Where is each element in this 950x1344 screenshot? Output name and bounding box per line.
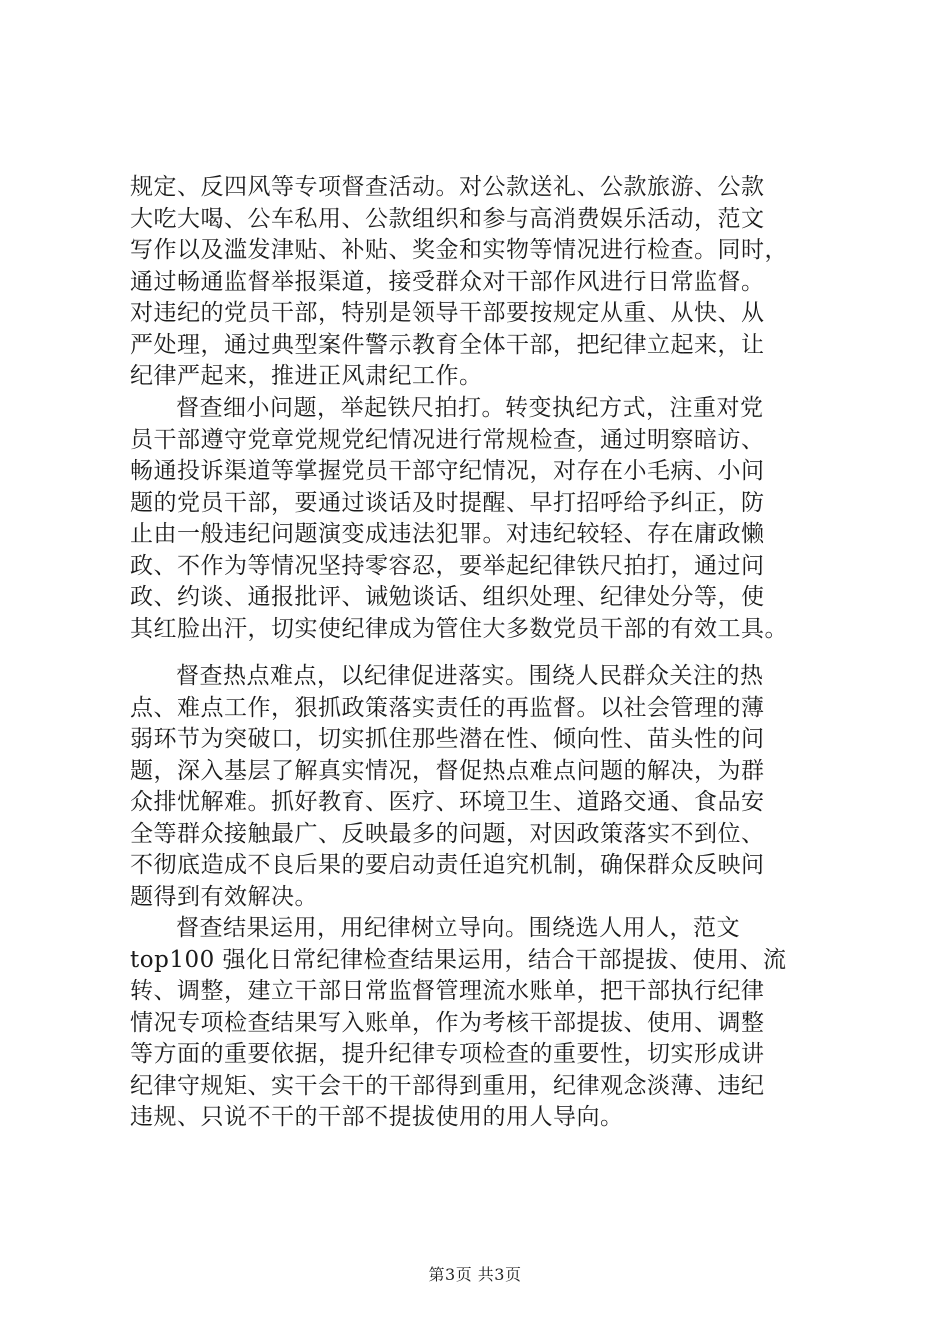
paragraph-line: 畅通投诉渠道等掌握党员干部守纪情况，对存在小毛病、小问 — [130, 458, 765, 484]
paragraph-line: 规定、反四风等专项督查活动。对公款送礼、公款旅游、公款 — [130, 174, 765, 200]
paragraph-line: 政、约谈、通报批评、诫勉谈话、组织处理、纪律处分等，使 — [130, 584, 765, 610]
paragraph-line: 政、不作为等情况坚持零容忍，要举起纪律铁尺拍打，通过问 — [130, 552, 765, 579]
paragraph-line: 对违纪的党员干部，特别是领导干部要按规定从重、从快、从 — [130, 300, 765, 326]
paragraph-line: 点、难点工作，狠抓政策落实责任的再监督。以社会管理的薄 — [130, 694, 765, 721]
paragraph-line: 督查热点难点，以纪律促进落实。围绕人民群众关注的热 — [176, 663, 764, 689]
paragraph-line: 督查细小问题，举起铁尺拍打。转变执纪方式，注重对党 — [176, 395, 764, 421]
paragraph-line: top100 强化日常纪律检查结果运用，结合干部提拔、使用、流 — [130, 946, 787, 973]
paragraph-line: 不彻底造成不良后果的要启动责任追究机制，确保群众反映问 — [130, 852, 765, 878]
paragraph-line: 督查结果运用，用纪律树立导向。围绕选人用人，范文 — [176, 915, 740, 941]
paragraph-line: 等方面的重要依据，提升纪律专项检查的重要性，切实形成讲 — [130, 1041, 765, 1067]
paragraph-line: 纪律严起来，推进正风肃纪工作。 — [130, 363, 483, 389]
paragraph-line: 转、调整，建立干部日常监督管理流水账单，把干部执行纪律 — [130, 978, 765, 1004]
paragraph-line: 通过畅通监督举报渠道，接受群众对干部作风进行日常监督。 — [130, 268, 765, 295]
paragraph-line: 题得到有效解决。 — [130, 883, 318, 910]
paragraph-line: 题的党员干部，要通过谈话及时提醒、早打招呼给予纠正，防 — [130, 489, 765, 516]
paragraph-4 — [130, 913, 850, 1134]
paragraph-line: 弱环节为突破口，切实抓住那些潜在性、倾向性、苗头性的问 — [130, 726, 765, 752]
paragraph-line: 写作以及滥发津贴、补贴、奖金和实物等情况进行检查。同时， — [130, 237, 788, 263]
paragraph-line: 纪律守规矩、实干会干的干部得到重用，纪律观念淡薄、违纪 — [130, 1072, 765, 1099]
paragraph-line: 众排忧解难。抓好教育、医疗、环境卫生、道路交通、食品安 — [130, 789, 765, 815]
paragraph-line: 违规、只说不干的干部不提拔使用的用人导向。 — [130, 1104, 624, 1130]
paragraph-line: 其红脸出汗，切实使纪律成为管住大多数党员干部的有效工具。 — [130, 615, 788, 642]
paragraph-3 — [130, 661, 850, 913]
page-footer: 第3页 共3页 — [428, 1265, 522, 1284]
paragraph-line: 严处理，通过典型案件警示教育全体干部，把纪律立起来，让 — [130, 331, 765, 358]
paragraph-line: 题，深入基层了解真实情况，督促热点难点问题的解决，为群 — [130, 757, 765, 784]
paragraph-line: 全等群众接触最广、反映最多的问题，对因政策落实不到位、 — [130, 820, 765, 847]
paragraph-1 — [130, 172, 850, 393]
paragraph-line: 大吃大喝、公车私用、公款组织和参与高消费娱乐活动，范文 — [130, 205, 765, 232]
paragraph-line: 员干部遵守党章党规党纪情况进行常规检查，通过明察暗访、 — [130, 426, 765, 453]
paragraph-line: 止由一般违纪问题演变成违法犯罪。对违纪较轻、存在庸政懒 — [130, 521, 765, 547]
paragraph-2 — [130, 393, 850, 645]
paragraph-line: 情况专项检查结果写入账单，作为考核干部提拔、使用、调整 — [130, 1009, 765, 1036]
